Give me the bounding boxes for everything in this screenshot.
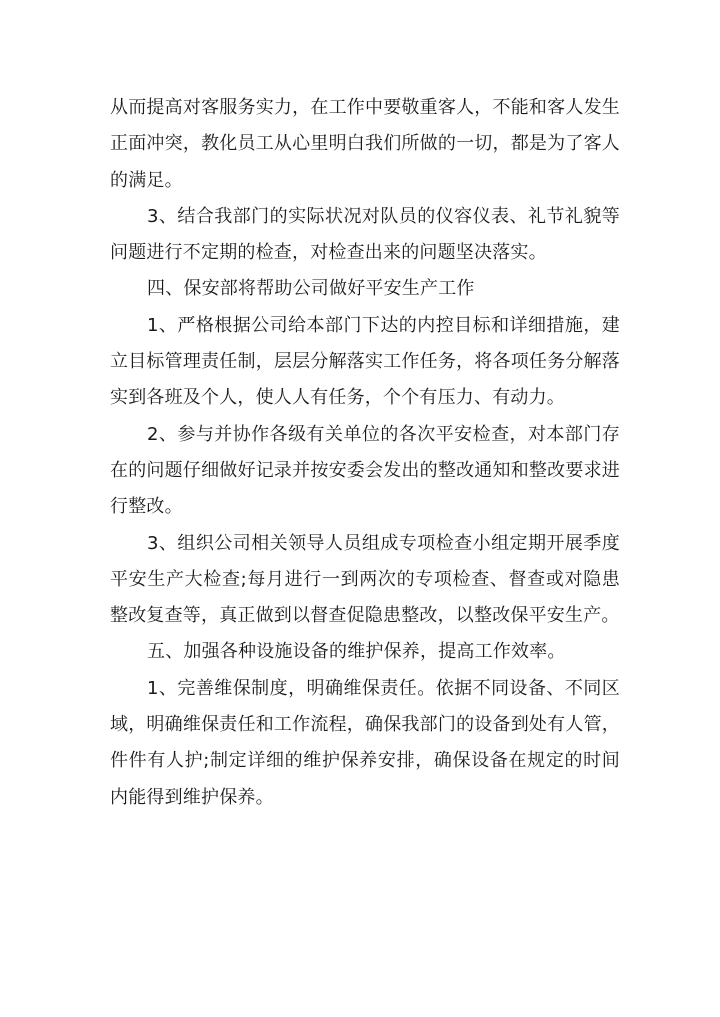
paragraph-item-3-etiquette: 3、结合我部门的实际状况对队员的仪容仪表、礼节礼貌等问题进行不定期的检查，对检查出来的问题坚决落实。 xyxy=(110,205,620,264)
paragraph-continuation: 从而提高对客服务实力，在工作中要敬重客人，不能和客人发生正面冲突，教化员工从心里明白我们所做的一切，都是为了客人的满足。 xyxy=(110,97,620,191)
paragraph-item-1-responsibility: 1、严格根据公司给本部门下达的内控目标和详细措施，建立目标管理责任制，层层分解落实工作任务，将各项任务分解落实到各班及个人，使人人有任务，个个有压力、有动力。 xyxy=(110,314,620,409)
document-body xyxy=(110,90,620,816)
paragraph-item-2-inspection: 2、参与并协作各级有关单位的各次平安检查，对本部门存在的问题仔细做好记录并按安委会发出的整改通知和整改要求进行整改。 xyxy=(110,423,620,518)
paragraph-item-1-maintenance: 1、完善维保制度，明确维保责任。依据不同设备、不同区域，明确维保责任和工作流程，确保我部门的设备到处有人管，件件有人护;制定详细的维护保养安排，确保设备在规定的时间内能得到维护保养。 xyxy=(110,677,620,808)
section-heading-5: 五、加强各种设施设备的维护保养，提高工作效率。 xyxy=(147,641,566,663)
paragraph-item-3-special-inspection: 3、组织公司相关领导人员组成专项检查小组定期开展季度平安生产大检查;每月进行一到两次的专项检查、督查或对隐患整改复查等，真正做到以督查促隐患整改，以整改保平安生产。 xyxy=(110,532,620,627)
section-heading-4: 四、保安部将帮助公司做好平安生产工作 xyxy=(147,278,475,300)
